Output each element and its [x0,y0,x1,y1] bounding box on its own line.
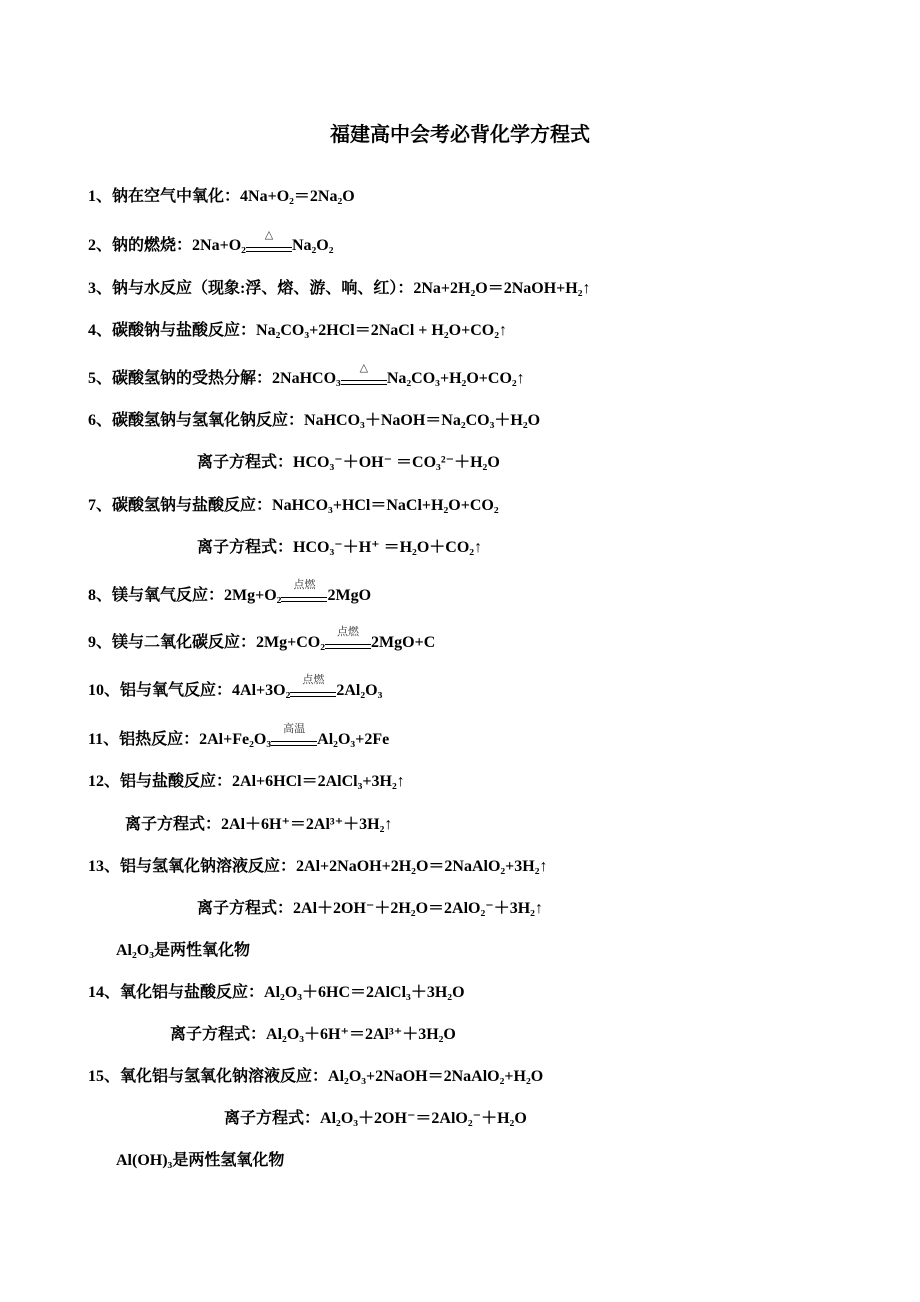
reaction-label: 4、碳酸钠与盐酸反应： [88,322,257,339]
reaction-label: 3、钠与水反应（现象:浮、熔、游、响、红）： [88,280,414,297]
reaction-label: 离子方程式： [197,900,294,917]
reaction-label: Al₂O₃是两性氧化物 [116,942,251,959]
ionic-equation-line [224,1107,527,1131]
condition-text: 点燃 [293,579,316,591]
equation: Al₂O₃＋6H⁺＝2Al³⁺＋3H₂O [266,1026,456,1043]
equation-line [88,579,372,608]
double-equals-sign [271,741,317,746]
equation-line [88,229,334,258]
reaction-label: 离子方程式： [125,816,222,833]
equation-rhs: 2MgO+C [371,634,436,651]
equation: HCO₃⁻＋H⁺ ＝H₂O＋CO₂↑ [293,539,483,556]
reaction-condition-arrow [325,626,371,655]
equation-rhs: 2MgO [327,587,372,604]
reaction-label: 离子方程式： [224,1110,321,1127]
condition-text: 高温 [283,723,306,735]
equation: NaHCO₃＋NaOH＝Na₂CO₃＋H₂O [304,412,541,429]
reaction-label: 15、氧化铝与氢氧化钠溶液反应： [88,1068,329,1085]
reaction-label: 离子方程式： [197,454,294,471]
double-equals-sign [246,247,292,252]
reaction-label: 14、氧化铝与盐酸反应： [88,984,265,1001]
equation-rhs: 2Al₂O₃ [336,682,383,699]
reaction-label: 11、铝热反应： [88,731,200,748]
ionic-equation-line [125,813,392,837]
equation-line [88,723,390,752]
equation-lhs: 2Mg+O₂ [224,587,282,604]
reaction-label: 8、镁与氧气反应： [88,587,225,604]
equation-line [116,1149,284,1173]
double-equals-sign [281,597,327,602]
equation: 2Al+2NaOH+2H₂O＝2NaAlO₂+3H₂↑ [296,858,548,875]
equation-line [116,939,250,963]
reaction-label: 2、钠的燃烧： [88,237,193,254]
equation-line [88,362,525,391]
reaction-label: 12、铝与盐酸反应： [88,773,233,790]
ionic-equation-line [197,451,500,475]
reaction-condition-arrow [271,723,317,752]
reaction-label: 离子方程式： [170,1026,267,1043]
reaction-label: 13、铝与氢氧化钠溶液反应： [88,858,297,875]
condition-text: 点燃 [302,674,325,686]
reaction-condition-arrow [281,579,327,608]
reaction-label: Al(OH)₃是两性氢氧化物 [116,1152,285,1169]
reaction-label: 6、碳酸氢钠与氢氧化钠反应： [88,412,305,429]
equation: 2Al+6HCl＝2AlCl₃+3H₂↑ [232,773,405,790]
ionic-equation-line [170,1023,456,1047]
equation: NaHCO₃+HCl＝NaCl+H₂O+CO₂ [272,497,499,514]
condition-text: △ [264,229,274,241]
equation-line [88,319,507,343]
equation-line [88,674,383,703]
equation-line [88,277,591,301]
reaction-condition-arrow [290,674,336,703]
equation-rhs: Na₂CO₃+H₂O+CO₂↑ [386,370,525,387]
equation: 2Al＋6H⁺＝2Al³⁺＋3H₂↑ [221,816,393,833]
ionic-equation-line [197,897,543,921]
equation-lhs: 2NaHCO₃ [272,370,341,387]
equation: Al₂O₃＋2OH⁻＝2AlO₂⁻＋H₂O [320,1110,527,1127]
equation-line [88,409,540,433]
page-title: 福建高中会考必背化学方程式 [330,124,590,146]
equation-lhs: 2Na+O₂ [192,237,246,254]
equation: HCO₃⁻＋OH⁻ ＝CO₃²⁻＋H₂O [293,454,500,471]
equation: 4Na+O₂＝2Na₂O [240,188,355,205]
reaction-condition-arrow [341,362,387,391]
equation: 2Na+2H₂O＝2NaOH+H₂↑ [413,280,591,297]
equation-line [88,855,548,879]
condition-text: △ [359,362,369,374]
equation-line [88,981,465,1005]
equation-rhs: Na₂O₂ [291,237,334,254]
equation-line [88,494,499,518]
double-equals-sign [290,692,336,697]
reaction-label: 7、碳酸氢钠与盐酸反应： [88,497,273,514]
equation-rhs: Al₂O₃+2Fe [317,731,390,748]
ionic-equation-line [197,536,482,560]
double-equals-sign [341,380,387,385]
equation-line [88,185,355,209]
equation: Al₂O₃+2NaOH＝2NaAlO₂+H₂O [328,1068,544,1085]
equation-lhs: 2Al+Fe₂O₃ [199,731,272,748]
equation-lhs: 2Mg+CO₂ [256,634,326,651]
equation: 2Al＋2OH⁻＋2H₂O＝2AlO₂⁻＋3H₂↑ [293,900,543,917]
reaction-label: 5、碳酸氢钠的受热分解： [88,370,273,387]
equation-line [88,1065,543,1089]
reaction-label: 10、铝与氧气反应： [88,682,233,699]
equation: Al₂O₃＋6HC＝2AlCl₃＋3H₂O [264,984,465,1001]
reaction-condition-arrow [246,229,292,258]
equation-line [88,770,405,794]
double-equals-sign [325,644,371,649]
reaction-label: 1、钠在空气中氧化： [88,188,241,205]
reaction-label: 9、镁与二氧化碳反应： [88,634,257,651]
reaction-label: 离子方程式： [197,539,294,556]
equation-lhs: 4Al+3O₂ [232,682,291,699]
equation: Na₂CO₃+2HCl＝2NaCl + H₂O+CO₂↑ [256,322,508,339]
equation-line [88,626,436,655]
condition-text: 点燃 [337,626,360,638]
